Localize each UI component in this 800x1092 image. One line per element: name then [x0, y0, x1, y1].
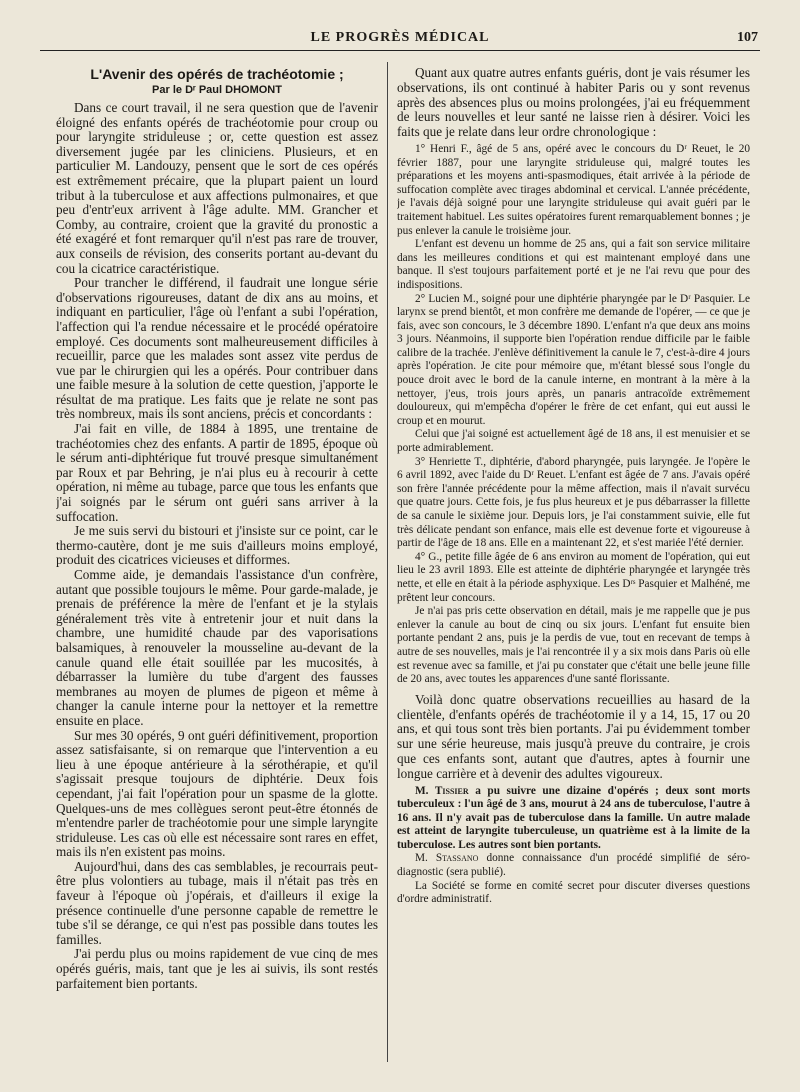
journal-title: LE PROGRÈS MÉDICAL: [310, 30, 490, 45]
paragraph: Comme aide, je demandais l'assistance d'un confrère, autant que possible toujours le même. Pour garde-malade, je prenais de préférence la mère de l'enfant et je la stylais généralement très vite à entretenir jour et nuit dans la chambre, une humidité chaude par des vaporisations balsamiques, à renouveler la mousseline au-devant de la canule quand elle était souillée par les mucosités, à débarrasser la lumière du tube d'argent des fausses membranes au moyen de plumes de pigeon et même à changer la canule interne pour la nettoyer et la remettre ensuite en place.: [56, 567, 378, 728]
note-text: a pu suivre une dizaine d'opérés ; deux sont morts tuberculeux : l'un âgé de 3 ans, mourut à 24 ans de tuberculose, l'autre à 16 ans. Il n'y avait pas de tuberculose dans la famille. Un autre malade est atteint de laryngite tuberculeuse, un quatrième est à la limite de la tuberculose. Les autres sont bien portants.: [397, 784, 750, 851]
paragraph: Je me suis servi du bistouri et j'insiste sur ce point, car le thermo-cautère, dont je me suis d'ailleurs moins employé, produit des cicatrices vicieuses et difformes.: [56, 523, 378, 568]
society-note: [397, 852, 750, 879]
note-text: La Société se forme en comité secret pour discuter diverses questions d'ordre administratif.: [397, 879, 750, 906]
observation-paragraph: Je n'ai pas pris cette observation en détail, mais je me rappelle que je pus enlever la canule au bout de cinq ou six jours. L'enfant fut ensuite bien portante pendant 2 ans, puis je la perdis de vue, tout en recevant de temps à autre de ses nouvelles, mais je l'ai rencontrée il y a six mois dans Paris où elle est revenue avec sa famille, et j'ai pu constater que c'était une belle jeune fille de 20 ans, avec toutes les apparences d'une santé florissante.: [397, 605, 750, 686]
paragraph: Pour trancher le différend, il faudrait une longue série d'observations rigoureuses, datant de dix ans au moins, et indiquant en particulier, l'âge où l'enfant a subi l'opération, l'affection qui l'a rendue nécessaire et le procédé opératoire employé. Ces documents sont malheureusement difficiles à recueillir, parce que les malades sont assez vite perdus de vue par le chirurgien qui les a opérés. Pour contribuer dans une faible mesure à la solution de cette question, j'apporte le résultat de ma pratique. Les faits que je relate ne sont pas très nombreux, mais ils sont anciens, précis et concordants :: [56, 275, 378, 422]
paragraph: J'ai fait en ville, de 1884 à 1895, une trentaine de trachéotomies chez des enfants. A partir de 1895, époque où le sérum anti-diphtérique fut trouvé presque simultanément par Roux et par Behring, je n'ai plus eu à recourir à cette opération, ni même au tubage, parce que tous les enfants que j'ai soignés par le sérum ont guéri sans arriver à la suffocation.: [56, 421, 378, 524]
society-note: [397, 880, 750, 907]
speaker-name: M. Tissier: [415, 784, 469, 797]
running-header: [40, 28, 760, 51]
observation-paragraph: 3° Henriette T., diphtérie, d'abord pharyngée, puis laryngée. Je l'opère le 6 avril 1892, avec l'aide du Dʳ Reuet. L'enfant est âgée de 7 ans. J'avais opéré son frère l'année précédente pour la même affection, mais il n'avait survécu que quatre jours. Cette fois, je fus plus heureux et je pus débarrasser la fillette de sa canule le sixième jour. Depuis lors, je l'ai constamment suivie, elle fut très délicate pendant son enfance, mais elle est devenue forte et vigoureuse à partir de l'âge de 18 ans. Elle en a maintenant 22, et s'est mariée l'été dernier.: [397, 455, 750, 550]
observation-paragraph: 4° G., petite fille âgée de 6 ans environ au moment de l'opération, qui eut lieu le 23 avril 1893. Elle est atteinte de diphtérie pharyngée et laryngée très nette, et elle en était à la période asphyxique. Les Dʳˢ Pasquier et Malhéné, me prêtent leur concours.: [397, 550, 750, 604]
observation-paragraph: 2° Lucien M., soigné pour une diphtérie pharyngée par le Dʳ Pasquier. Le larynx se prend bientôt, et mon confrère me demande de l'opérer, — ce que je fais, avec son concours, le 3 décembre 1890. L'enfant n'a que deux ans moins 3 jours. Néanmoins, il supporte bien l'opération rendue difficile par le faible calibre de la trachée. J'enlève définitivement la canule le 7, c'est-à-dire 4 jours après l'opération. Je cite pour mémoire que, m'étant blessé sous l'ongle du pouce droit avec le bord de la canule interne, en montrant à la mère à la nettoyer, j'eus, trois jours après, un panaris antracoïde extrêmement douloureux, qui m'empêcha d'opérer le frère de cet enfant, qui eut aussi le croup et en mourut.: [397, 292, 750, 427]
right-column: [397, 66, 750, 1071]
page-number: 107: [737, 30, 758, 45]
observation-paragraph: 1° Henri F., âgé de 5 ans, opéré avec le concours du Dʳ Reuet, le 20 février 1887, pour une laryngite striduleuse qui, malgré toutes les préparations et les moyens anti-spasmodiques, était arrivée à la période de suffocation complète avec tirages abdominal et cervical. L'année précédente, je l'avais déjà soigné pour une laryngite striduleuse qui avait guéri par le traitement habituel. Les suites opératoires furent remarquablement bonnes ; je pus enlever la canule le troisième jour.: [397, 142, 750, 237]
paragraph: Dans ce court travail, il ne sera question que de l'avenir éloigné des enfants opérés de trachéotomie pour croup ou pour laryngite striduleuse ; or, cette question est assez diversement jugée par les cliniciens. Plusieurs, et en particulier M. Landouzy, pensent que le sort de ces opérés est extrêmement précaire, que la plupart paient un lourd tribut à la tuberculose et aux affections pulmonaires, et que peu d'entr'eux arrivent à l'âge adulte. MM. Grancher et Comby, au contraire, croient que la gravité du pronostic a été exagéré et font remarquer qu'il n'est pas rare de trouver, aux conseils de révision, des conserits portant au-devant du cou la cicatrice caractéristique.: [56, 100, 378, 276]
paragraph: J'ai perdu plus ou moins rapidement de vue cinq de mes opérés guéris, mais, tant que je les ai suivis, ils sont restés parfaitement bien portants.: [56, 946, 378, 991]
paragraph: Aujourd'hui, dans des cas semblables, je recourrais peut-être plus volontiers au tubage, mais il n'était pas très en faveur à l'époque où j'opérais, et d'ailleurs il exige la présence continuelle d'une personne capable de remettre le tube s'il se dérange, ce qui n'est pas possible dans toutes les familles.: [56, 858, 378, 947]
society-note: [397, 785, 750, 853]
note-text: donne connaissance d'un procédé simplifié de séro-diagnostic (sera publié).: [397, 852, 750, 879]
article-title: L'Avenir des opérés de trachéotomie ;: [90, 66, 344, 82]
intro-paragraph: Quant aux quatre autres enfants guéris, dont je vais résumer les observations, ils ont continué à habiter Paris ou y sont revenus après des absences plus ou moins prolongées, j'ai eu fréquemment de leurs nouvelles et leur santé ne laisse rien à désirer. Voici les faits que je relate dans leur ordre chronologique :: [397, 66, 750, 140]
article-byline: Par le Dʳ Paul DHOMONT: [152, 84, 282, 96]
observation-paragraph: L'enfant est devenu un homme de 25 ans, qui a fait son service militaire dans les meilleures conditions et qui est maintenant employé dans une banque. Il s'est toujours parfaitement porté et je ne l'ai revu que pour des indispositions.: [397, 238, 750, 291]
paragraph: Sur mes 30 opérés, 9 ont guéri définitivement, proportion assez satisfaisante, si on remarque que l'intervention a eu lieu à une époque antérieure à la sérothérapie, et qu'il s'agissait presque toujours de diphtérie. Deux fois cependant, j'ai fait l'opération pour un spasme de la glotte. Quelques-uns de mes collègues seront peut-être étonnés de m'entendre parler de trachéotomie pour une simple laryngite striduleuse. Les cas où elle est nécessaire sont rares en effet, mais ils n'en existent pas moins.: [56, 727, 378, 860]
observation-paragraph: Celui que j'ai soigné est actuellement âgé de 18 ans, il est menuisier et se porte admirablement.: [397, 428, 750, 455]
speaker-name: M. Stassano: [415, 852, 479, 865]
column-divider: [387, 62, 388, 1062]
conclusion-paragraph: Voilà donc quatre observations recueillies au hasard de la clientèle, d'enfants opérés de trachéotomie il y a 14, 15, 17 ou 20 ans, et qui tous sont très bien portants. J'ai pu évidemment tomber sur une série heureuse, mais jusqu'à preuve du contraire, je crois que ces enfants sont, autant que d'autres, aptes à fournir une longue carrière et à devenir des adultes vigoureux.: [397, 691, 750, 781]
left-column: [56, 66, 378, 1071]
